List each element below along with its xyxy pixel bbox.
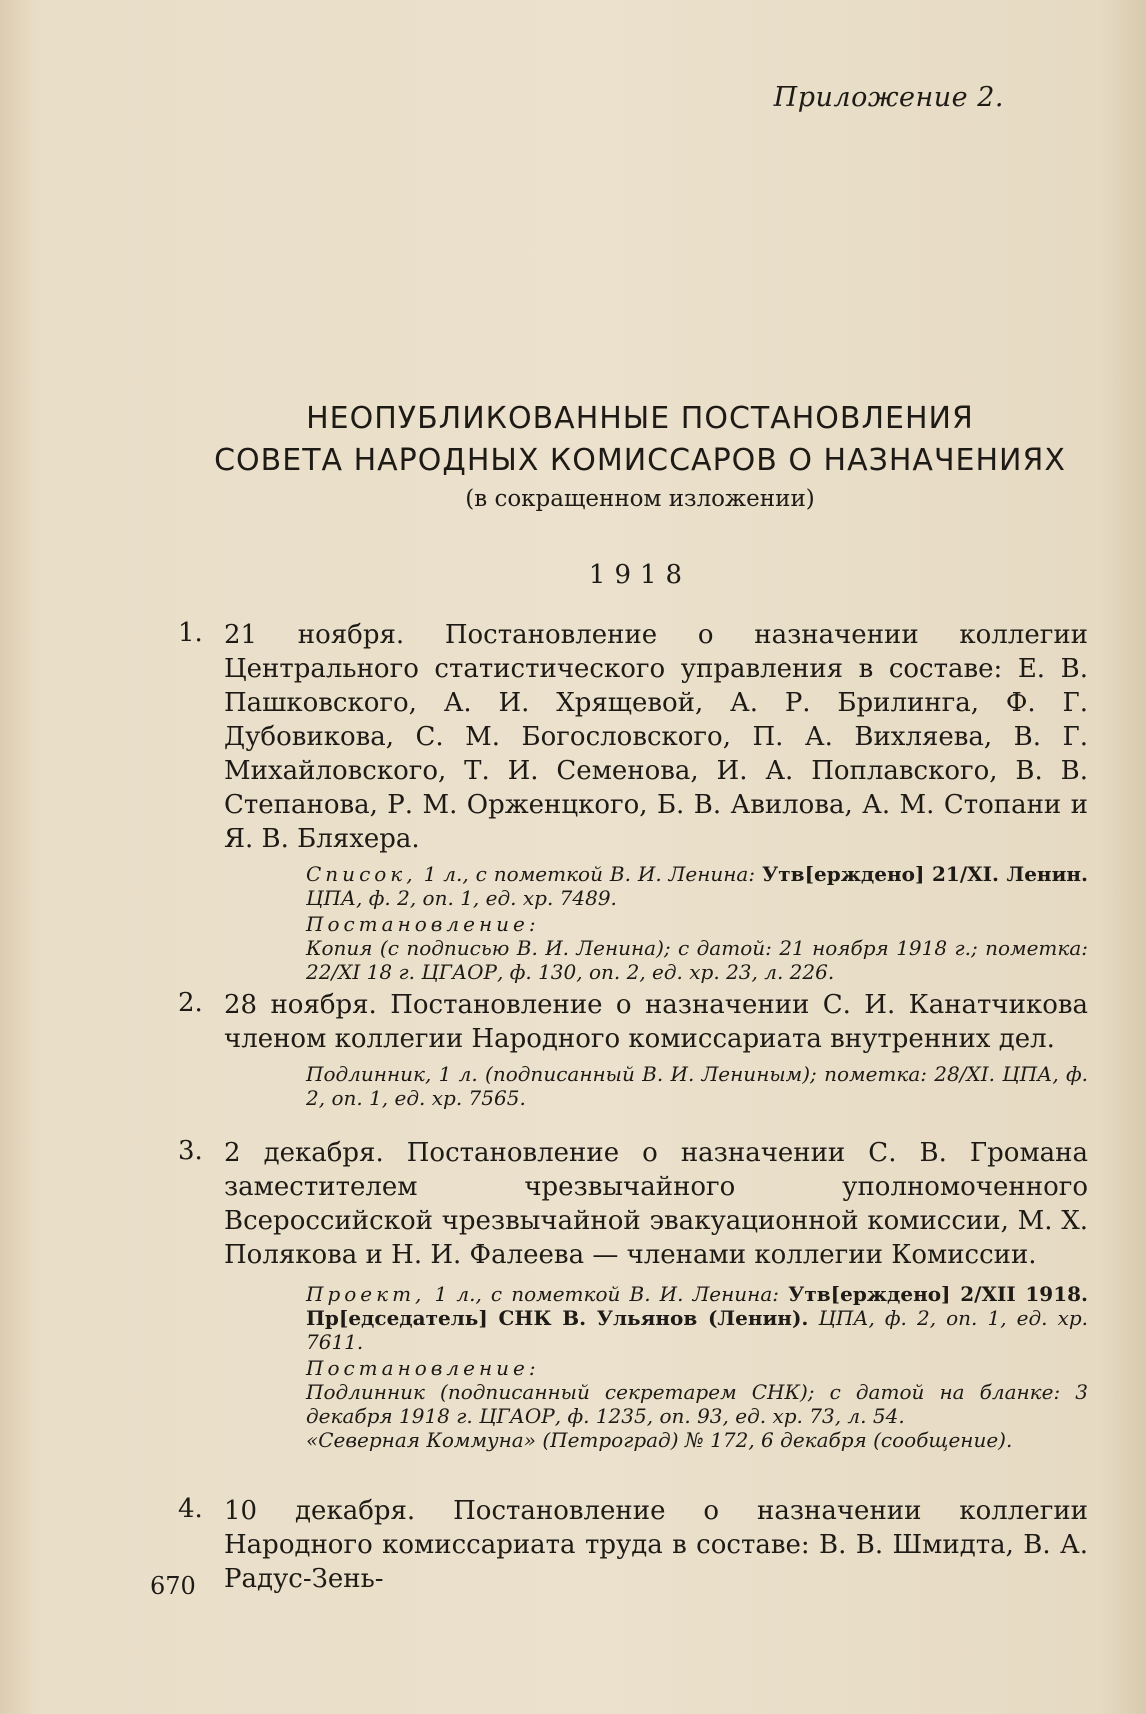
entry-source-3: «Северная Коммуна» (Петроград) № 172, 6 декабря (сообщение).: [306, 1428, 1013, 1452]
entry-4: [178, 1494, 1088, 1596]
source-note: Утв[ерждено] 21/XI. Ленин.: [762, 862, 1088, 886]
source-archive: ЦПА, ф. 2, оп. 1, ед. хр. 7489.: [306, 886, 617, 910]
entry-number: 3.: [178, 1136, 203, 1166]
source-label: Постановление:: [306, 1356, 540, 1380]
heading-subtitle: (в сокращенном изложении): [465, 486, 815, 512]
source-text: Копия (с подписью В. И. Ленина); с датой: 21 ноября 1918 г.; пометка: 22/XI 18 г. ЦГАОР, ф. 130, оп. 2, ед. хр. 23, л. 226.: [306, 936, 1088, 984]
annex-label: Приложение 2.: [773, 82, 1004, 113]
heading-line-1: НЕОПУБЛИКОВАННЫЕ ПОСТАНОВЛЕНИЯ: [306, 401, 974, 436]
year-heading: 1918: [588, 560, 692, 590]
entry-source: [306, 1282, 1088, 1354]
source-label: Список,: [306, 862, 417, 886]
entry-2: [178, 988, 1088, 1110]
section-heading: [140, 398, 1140, 512]
entry-1: [178, 618, 1088, 984]
heading-line-2: СОВЕТА НАРОДНЫХ КОМИССАРОВ О НАЗНАЧЕНИЯХ: [214, 443, 1066, 478]
source-text: 1 л., с пометкой В. И. Ленина:: [434, 1282, 779, 1306]
entry-source: Подлинник, 1 л. (подписанный В. И. Лениным); пометка: 28/XI. ЦПА, ф. 2, оп. 1, ед. хр. 7565.: [306, 1062, 1088, 1110]
entry-text: 2 декабря. Постановление о назначении С. В. Громана заместителем чрезвычайного уполномоченного Всероссийской чрезвычайной эвакуационной комиссии, М. Х. Полякова и Н. И. Фалеева — членами коллегии Комиссии.: [224, 1138, 1088, 1270]
source-archive: ЦПА, ф. 2, оп. 1, ед. хр. 7611.: [306, 1306, 1089, 1354]
entry-number: 1.: [178, 618, 203, 648]
source-note: Утв[ерждено] 2/XII 1918. Пр[едседатель] СНК В. Ульянов (Ленин).: [306, 1282, 1089, 1330]
source-text: 1 л., с пометкой В. И. Ленина:: [423, 862, 756, 886]
page-number: 670: [150, 1572, 196, 1600]
entry-number: 2.: [178, 988, 203, 1018]
entry-text: 28 ноября. Постановление о назначении С. И. Канатчикова членом коллегии Народного комиссариата внутренних дел.: [224, 990, 1088, 1054]
entry-text: 10 декабря. Постановление о назначении коллегии Народного комиссариата труда в составе: В. В. Шмидта, В. А. Радус-Зень-: [224, 1496, 1088, 1594]
entry-number: 4.: [178, 1494, 203, 1524]
entry-source: [306, 862, 1088, 910]
entry-source-2: [306, 912, 1088, 984]
entry-text: 21 ноября. Постановление о назначении коллегии Центрального статистического управления в составе: Е. В. Пашковского, А. И. Хрящевой, А. Р. Брилинга, Ф. Г. Дубовикова, С. М. Богословского, П. А. Вихляева, В. Г. Михайловского, Т. И. Семенова, И. А. Поплавского, В. В. Степанова, Р. М. Орженцкого, Б. В. Авилова, А. М. Стопани и Я. В. Бляхера.: [224, 620, 1088, 854]
source-text: Подлинник (подписанный секретарем СНК); с датой на бланке: 3 декабря 1918 г. ЦГАОР, ф. 1235, оп. 93, ед. хр. 73, л. 54.: [306, 1380, 1088, 1428]
entry-source-2: [306, 1356, 1088, 1428]
source-label: Постановление:: [306, 912, 540, 936]
source-label: Проект,: [306, 1282, 426, 1306]
entry-3: [178, 1136, 1088, 1452]
